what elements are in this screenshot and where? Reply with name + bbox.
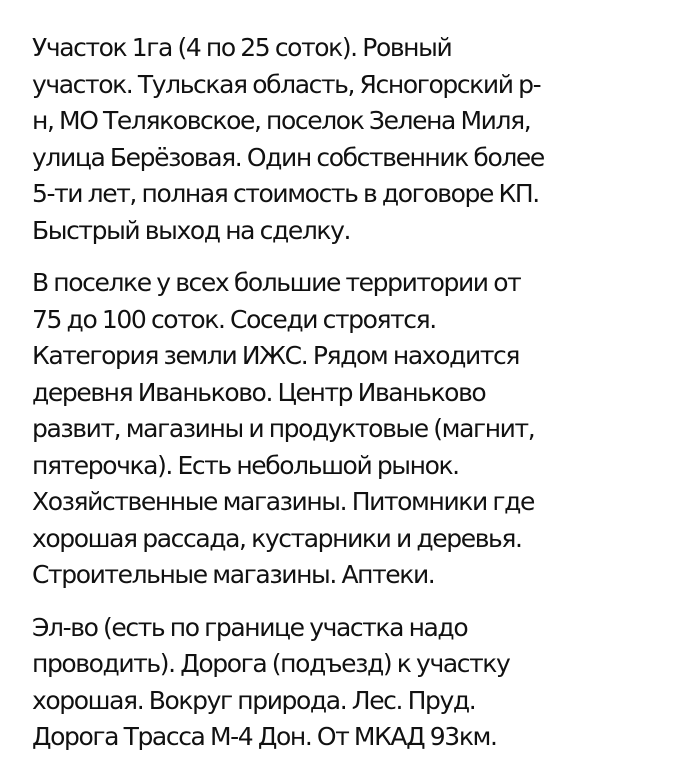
text-line: Эл-во (есть по границе участка надо (32, 612, 468, 642)
text-line: Быстрый выход на сделку. (32, 215, 351, 245)
listing-description (32, 30, 672, 756)
text-line: развит, магазины и продуктовые (магнит, (32, 414, 535, 443)
paragraph-plot-details (32, 30, 672, 249)
text-line: деревня Иваньково. Центр Иваньково (32, 377, 486, 407)
text-line: Хозяйственные магазины. Питомники где (32, 487, 534, 516)
text-line: Дорога Трасса М-4 Дон. От МКАД 93км. (32, 722, 497, 751)
paragraph-village-infrastructure (32, 265, 672, 594)
text-line: проводить). Дорога (подъезд) к участку (32, 649, 510, 678)
text-line: участок. Тульская область, Ясногорский р- (32, 69, 541, 99)
text-line: В поселке у всех большие территории от (32, 268, 521, 297)
text-line: н, МО Теляковское, поселок Зелена Миля, (32, 106, 531, 135)
text-line: пятерочка). Есть небольшой рынок. (32, 450, 459, 480)
text-line: хорошая. Вокруг природа. Лес. Пруд. (32, 685, 476, 715)
text-line: Категория земли ИЖС. Рядом находится (32, 341, 519, 370)
paragraph-utilities-access (32, 610, 672, 756)
text-line: 75 до 100 соток. Соседи строятся. (32, 304, 436, 334)
text-line: Строительные магазины. Аптеки. (32, 560, 435, 589)
text-line: хорошая рассада, кустарники и деревья. (32, 523, 522, 553)
text-line: улица Берёзовая. Один собственник более (32, 142, 544, 172)
text-line: 5-ти лет, полная стоимость в договоре КП. (32, 179, 539, 208)
text-line: Участок 1га (4 по 25 соток). Ровный (32, 33, 452, 62)
